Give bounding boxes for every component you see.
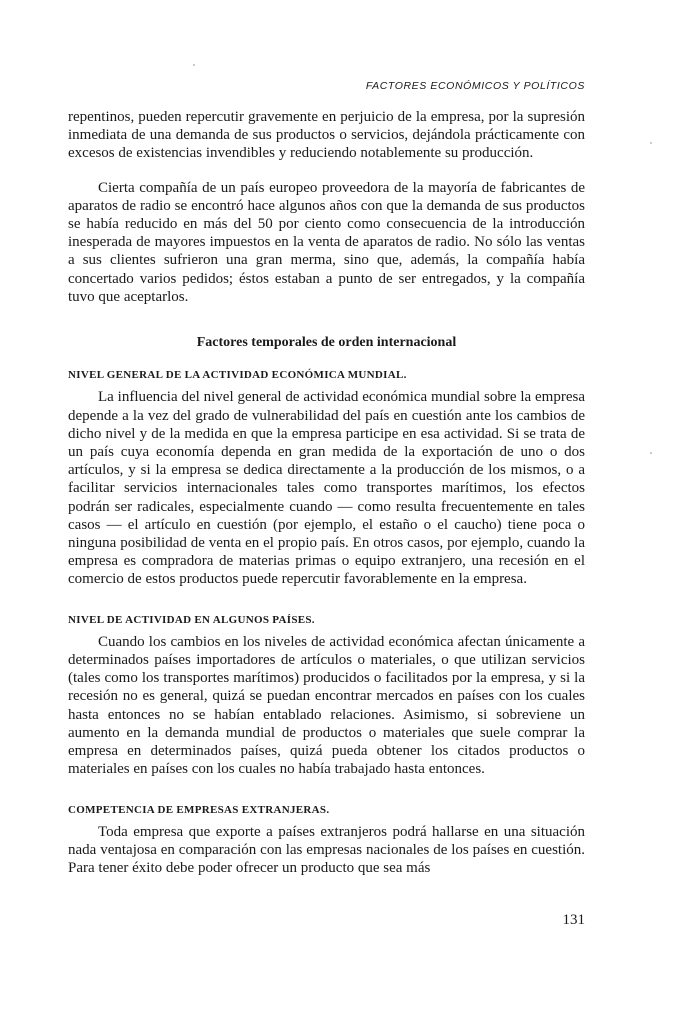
paragraph: La influencia del nivel general de actividad económica mundial sobre la empresa depende a la vez del grado de vulnerabilidad del país en cuestión ante los cambios de dicho nivel y de la medida en que la empresa participe en esa actividad. Si se trata de un país cuya economía dependa en gran medida de la exportación de uno o dos artículos, y si la empresa se dedica directamente a la producción de los mismos, o a facilitar servicios internacionales tales como transportes marítimos, los efectos podrán ser radicales, especialmente cuando — como resulta frecuentemente en tales casos — el artículo en cuestión (por ejemplo, el estaño o el caucho) tiene poca o ninguna posibilidad de venta en el propio país. En otros casos, por ejemplo, cuando la empresa es compradora de materias primas o equipo extranjero, una recesión en el comercio de estos productos puede repercutir favorablemente en la empresa. (68, 389, 585, 588)
scan-speck (650, 452, 652, 454)
paragraph: Toda empresa que exporte a países extranjeros podrá hallarse en una situación nada ventajosa en comparación con las empresas nacionales de los países en cuestión. Para tener éxito debe poder ofrecer un producto que sea más (68, 823, 585, 877)
running-head: FACTORES ECONÓMICOS Y POLÍTICOS (365, 80, 585, 92)
subsection-heading: NIVEL DE ACTIVIDAD EN ALGUNOS PAÍSES. (68, 613, 315, 626)
subsection-heading: NIVEL GENERAL DE LA ACTIVIDAD ECONÓMICA MUNDIAL. (68, 369, 407, 382)
scan-speck (193, 64, 195, 66)
page-number: 131 (562, 912, 585, 928)
section-title: Factores temporales de orden internacional (196, 335, 457, 351)
paragraph: Cuando los cambios en los niveles de actividad económica afectan únicamente a determinados países importadores de artículos o materiales, o que utilizan servicios (tales como los transportes marítimos) producidos o facilitados por la empresa, y si la recesión no es general, quizá se puedan encontrar mercados en países con los cuales hasta entonces no se habían entablado relaciones. Asimismo, si sobreviene un aumento en la demanda mundial de productos o materiales que suele comprar la empresa en determinados países, quizá pueda obtener los citados productos o materiales en países con los cuales no había trabajado hasta entonces. (68, 633, 585, 778)
body-text (68, 108, 585, 877)
subsection-heading: COMPETENCIA DE EMPRESAS EXTRANJERAS. (68, 803, 330, 816)
paragraph-continued: repentinos, pueden repercutir gravemente en perjuicio de la empresa, por la supresión inmediata de una demanda de sus productos o servicios, dejándola prácticamente con excesos de existencias invendibles y reduciendo notablemente su producción. (68, 109, 585, 162)
scan-speck (650, 142, 652, 144)
paragraph: Cierta compañía de un país europeo proveedora de la mayoría de fabricantes de aparatos de radio se encontró hace algunos años con que la demanda de sus productos se había reducido en más del 50 por ciento como consecuencia de la introducción inesperada de mayores impuestos en la venta de aparatos de radio. No sólo las ventas a sus clientes sufrieron una gran merma, sino que, además, la compañía había concertado varios pedidos; éstos estaban a punto de ser entregados, y la compañía tuvo que aceptarlos. (68, 179, 585, 305)
